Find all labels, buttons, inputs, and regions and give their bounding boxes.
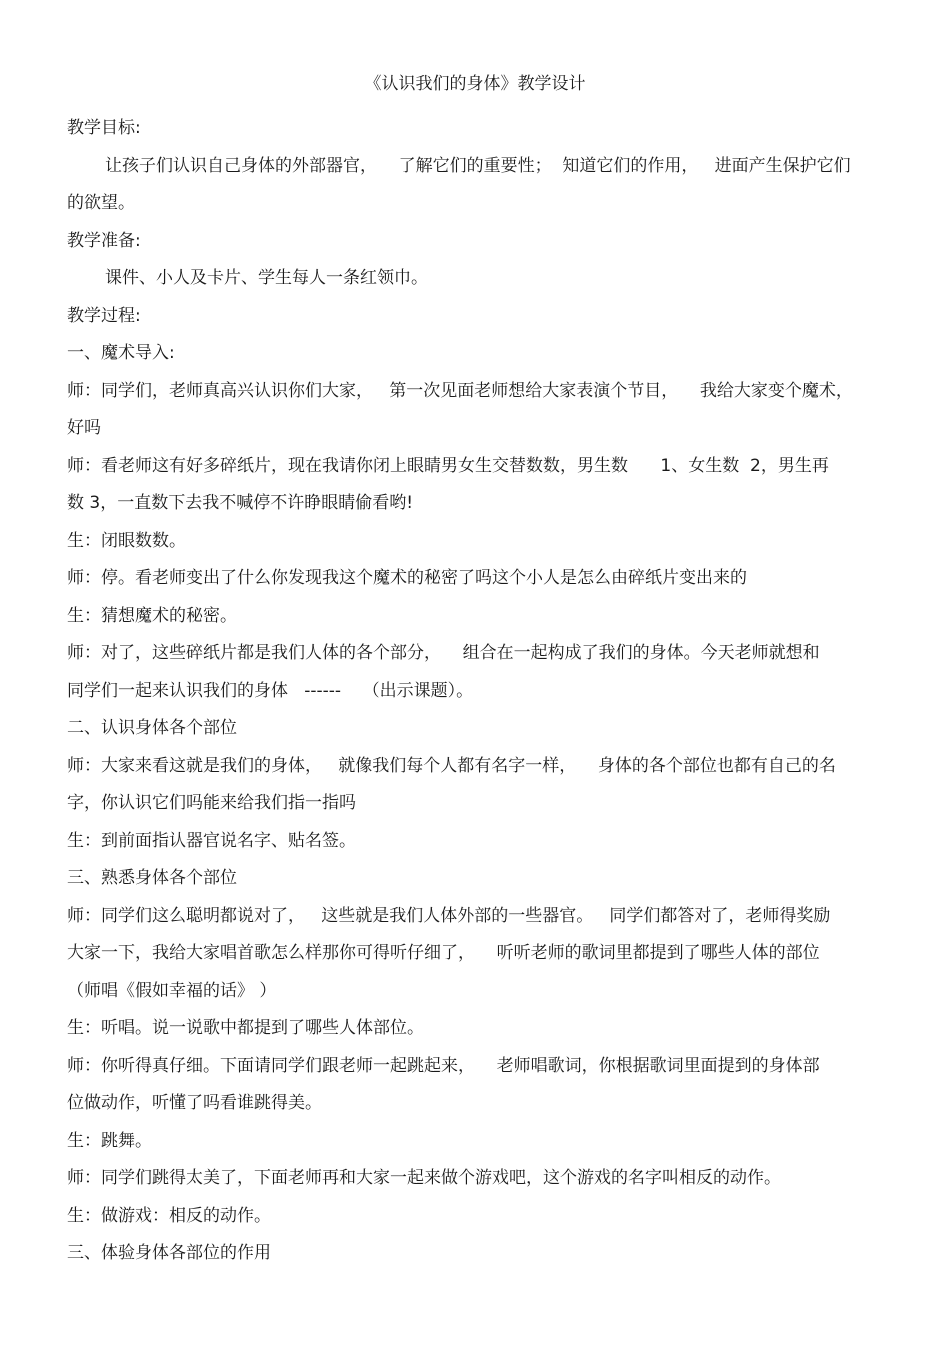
text-line: 生：到前面指认器官说名字、贴名签。 bbox=[67, 830, 356, 851]
text-line: 师：同学们跳得太美了，下面老师再和大家一起来做个游戏吧，这个游戏的名字叫相反的动作。 bbox=[67, 1168, 781, 1188]
text-line: 的欲望。 bbox=[67, 193, 135, 213]
document-title: 《认识我们的身体》教学设计 bbox=[364, 74, 586, 94]
text-line: 教学目标: bbox=[67, 118, 141, 138]
text-line: 二、认识身体各个部位 bbox=[67, 718, 237, 738]
text-line: 位做动作，听懂了吗看谁跳得美。 bbox=[67, 1093, 322, 1113]
text-line: 生：闭眼数数。 bbox=[67, 530, 186, 551]
text-line: 一、魔术导入: bbox=[67, 343, 175, 363]
document-body bbox=[67, 110, 885, 1273]
text-line: 生：听唱。说一说歌中都提到了哪些人体部位。 bbox=[67, 1018, 424, 1038]
text-line: 师：对了，这些碎纸片都是我们人体的各个部分， 组合在一起构成了我们的身体。今天老师就想和 bbox=[67, 643, 820, 663]
text-line: 同学们一起来认识我们的身体 ------ （出示课题）。 bbox=[67, 680, 474, 701]
text-line: 教学过程: bbox=[67, 305, 141, 326]
text-line: 大家一下，我给大家唱首歌怎么样那你可得听仔细了， 听听老师的歌词里都提到了哪些人体的部位 bbox=[67, 943, 820, 963]
text-line: 字，你认识它们吗能来给我们指一指吗 bbox=[67, 793, 356, 813]
text-line: 三、熟悉身体各个部位 bbox=[67, 868, 237, 888]
text-line: 师：大家来看这就是我们的身体， 就像我们每个人都有名字一样， 身体的各个部位也都有自己的名 bbox=[67, 755, 836, 776]
text-line: 师：同学们这么聪明都说对了， 这些就是我们人体外部的一些器官。 同学们都答对了，老师得奖励 bbox=[67, 905, 831, 926]
text-line: （师唱《假如幸福的话》 ） bbox=[67, 980, 277, 1001]
text-line: 好吗 bbox=[67, 418, 101, 438]
text-line: 师：停。看老师变出了什么你发现我这个魔术的秘密了吗这个小人是怎么由碎纸片变出来的 bbox=[67, 568, 747, 588]
text-line: 生：做游戏：相反的动作。 bbox=[67, 1205, 271, 1226]
text-line: 数 3，一直数下去我不喊停不许睁眼睛偷看哟! bbox=[67, 493, 414, 513]
text-line: 课件、小人及卡片、学生每人一条红领巾。 bbox=[105, 268, 428, 288]
text-line: 师：你听得真仔细。下面请同学们跟老师一起跳起来， 老师唱歌词，你根据歌词里面提到的身体部 bbox=[67, 1055, 820, 1076]
text-line: 师：同学们，老师真高兴认识你们大家， 第一次见面老师想给大家表演个节目， 我给大家变个魔术， bbox=[67, 380, 853, 401]
text-line: 生：跳舞。 bbox=[67, 1130, 152, 1151]
text-line: 教学准备: bbox=[67, 230, 141, 251]
text-line: 师：看老师这有好多碎纸片，现在我请你闭上眼睛男女生交替数数，男生数 1、女生数 2，男生再 bbox=[67, 455, 829, 476]
text-line: 让孩子们认识自己身体的外部器官， 了解它们的重要性； 知道它们的作用， 进面产生保护它们 bbox=[105, 155, 851, 176]
text-line: 生：猜想魔术的秘密。 bbox=[67, 605, 237, 626]
text-line: 三、体验身体各部位的作用 bbox=[67, 1243, 271, 1263]
